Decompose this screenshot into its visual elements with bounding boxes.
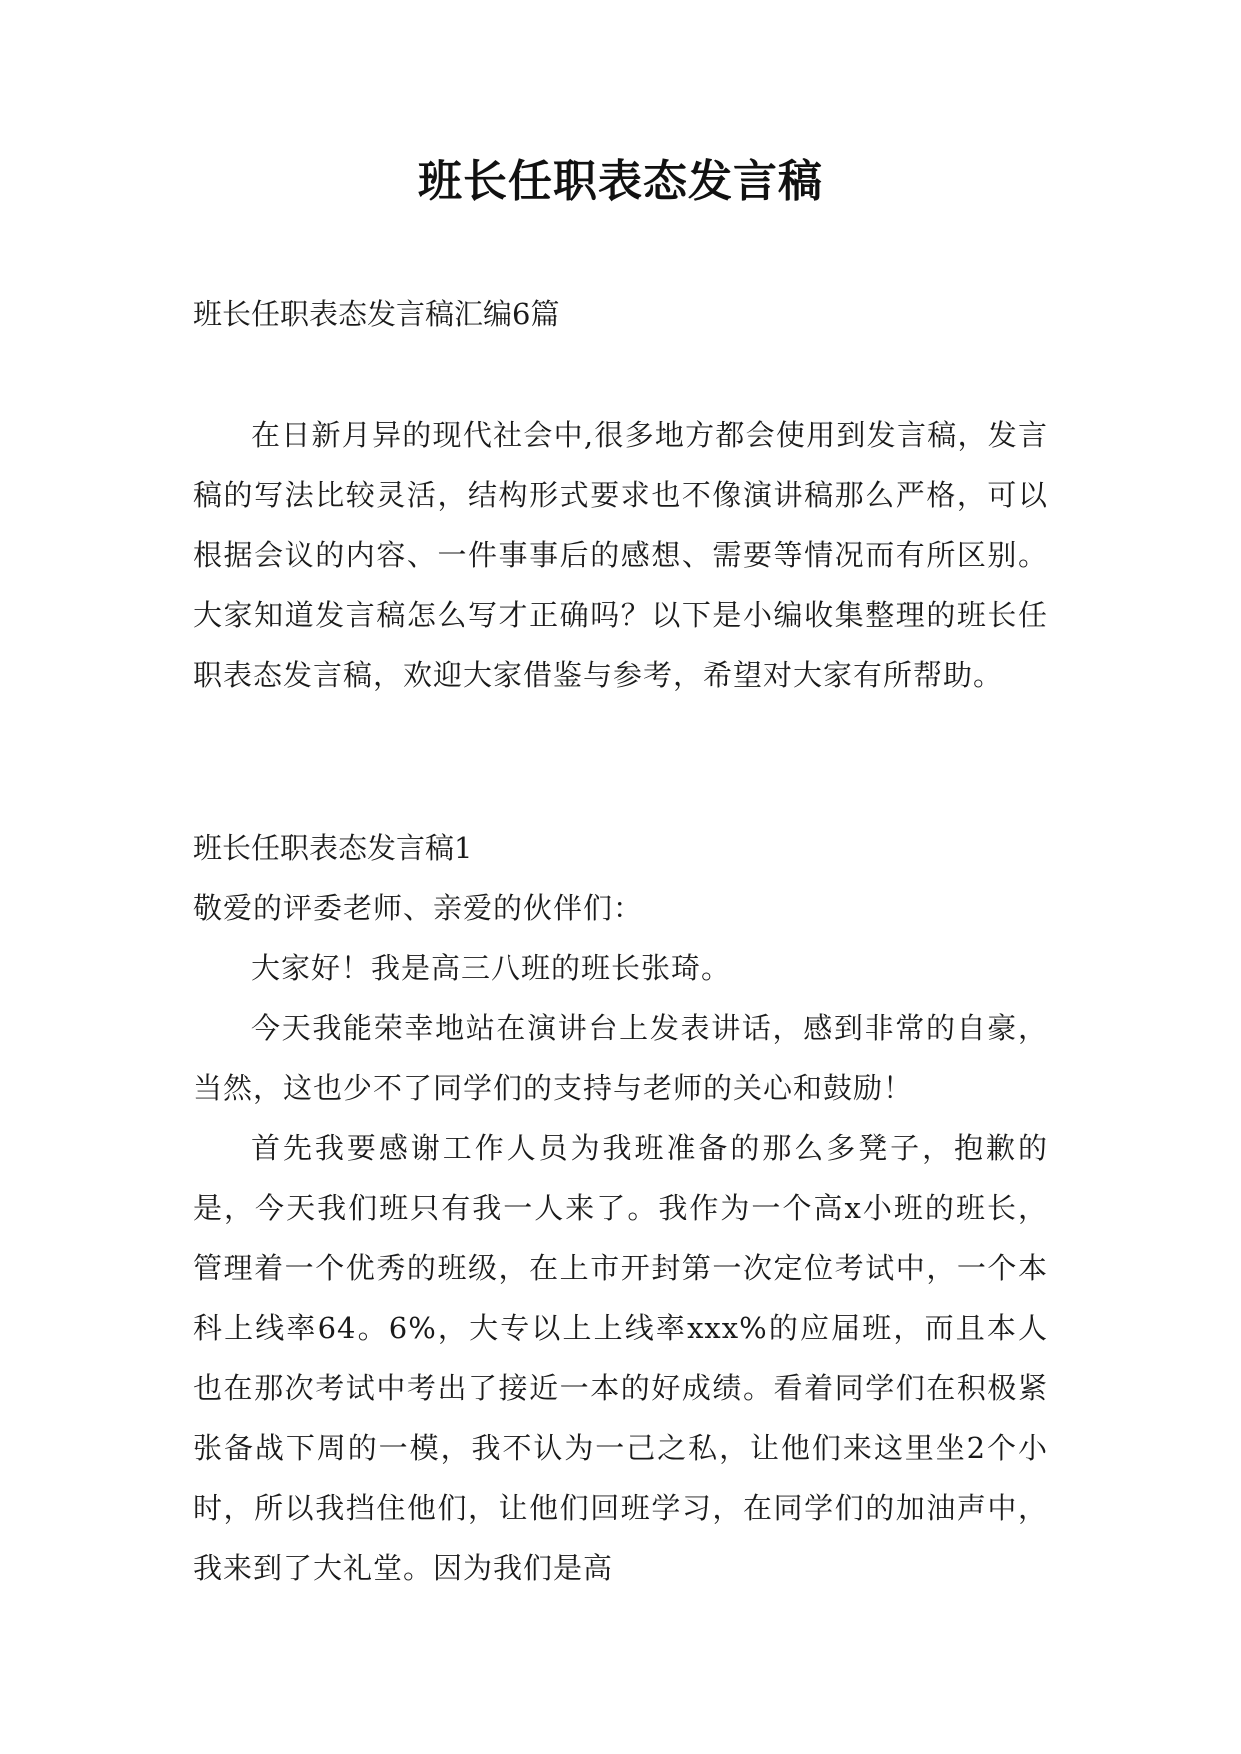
section-heading: 班长任职表态发言稿1 — [193, 831, 473, 865]
body-paragraph-greeting: 大家好！我是高三八班的班长张琦。 — [251, 951, 732, 985]
speech-section-1 — [193, 818, 1048, 1598]
body-paragraph-main: 首先我要感谢工作人员为我班准备的那么多凳子，抱歉的是，今天我们班只有我一人来了。我作为一个高x小班的班长，管理着一个优秀的班级，在上市开封第一次定位考试中，一个本科上线率64。6%，大专以上上线率xxx%的应届班，而且本人也在那次考试中考出了接近一本的好成绩。看着同学们在积极紧张备战下周的一模，我不认为一己之私，让他们来这里坐2个小时，所以我挡住他们，让他们回班学习，在同学们的加油声中，我来到了大礼堂。因为我们是高 — [193, 1131, 1048, 1585]
document-title: 班长任职表态发言稿 — [418, 156, 823, 207]
document-subtitle: 班长任职表态发言稿汇编6篇 — [193, 297, 560, 331]
salutation: 敬爱的评委老师、亲爱的伙伴们： — [193, 891, 644, 925]
intro-paragraph: 在日新月异的现代社会中,很多地方都会使用到发言稿，发言稿的写法比较灵活，结构形式要求也不像演讲稿那么严格，可以根据会议的内容、一件事事后的感想、需要等情况而有所区别。大家知道发言稿怎么写才正确吗？以下是小编收集整理的班长任职表态发言稿，欢迎大家借鉴与参考，希望对大家有所帮助。 — [193, 418, 1048, 692]
body-paragraph-gratitude: 今天我能荣幸地站在演讲台上发表讲话，感到非常的自豪，当然，这也少不了同学们的支持与老师的关心和鼓励！ — [193, 1011, 1048, 1105]
